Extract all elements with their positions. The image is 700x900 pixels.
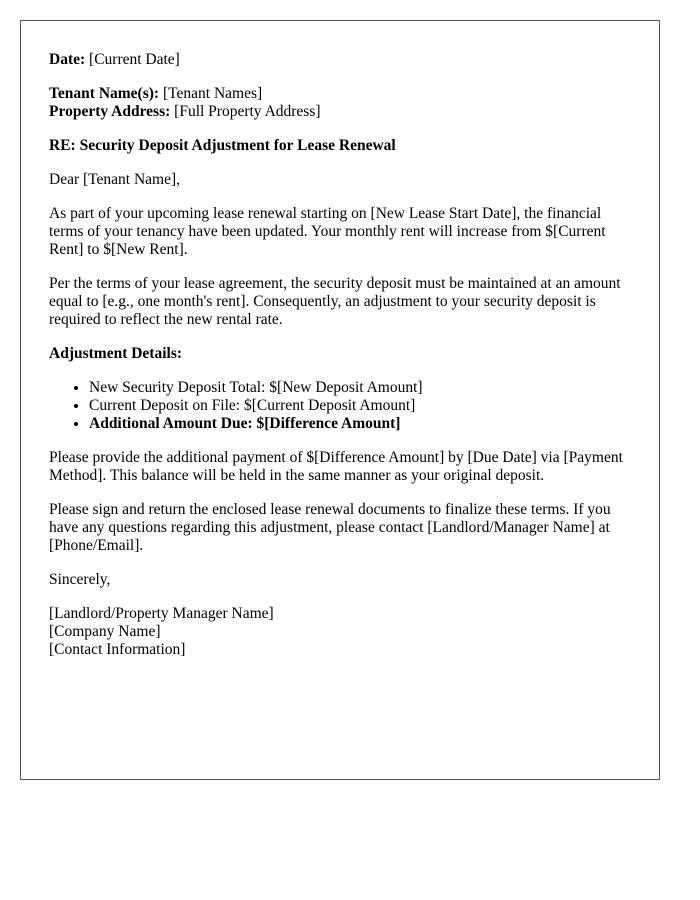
details-heading: Adjustment Details: <box>49 345 183 362</box>
details-item-new-total: • New Security Deposit Total: $[New Deposit Amount] <box>89 379 631 397</box>
recipient-block <box>49 85 631 121</box>
paragraph-sign-return: Please sign and return the enclosed lease renewal documents to finalize these terms. If you have any questions regarding this adjustment, please contact [Landlord/Manager Name] at [Phone/Email]. <box>49 501 611 554</box>
property-line <box>49 103 631 121</box>
subject-line: RE: Security Deposit Adjustment for Lease Renewal <box>49 137 396 154</box>
closing: Sincerely, <box>49 571 111 588</box>
tenant-label: Tenant Name(s): <box>49 85 160 102</box>
date-value: [Current Date] <box>85 51 180 68</box>
details-item-current-deposit: • Current Deposit on File: $[Current Deposit Amount] <box>89 397 631 415</box>
property-label: Property Address: <box>49 103 171 120</box>
date-line <box>49 51 631 69</box>
paragraph-payment: Please provide the additional payment of $[Difference Amount] by [Due Date] via [Payment Method]. This balance will be held in the same manner as your original deposit. <box>49 449 623 484</box>
details-item-amount-due: • Additional Amount Due: $[Difference Amount] <box>89 415 631 433</box>
paragraph-deposit-terms: Per the terms of your lease agreement, the security deposit must be maintained at an amount equal to [e.g., one month's rent]. Consequently, an adjustment to your security deposit is required to reflect the new rental rate. <box>49 275 621 328</box>
details-list <box>49 379 631 433</box>
signature-block <box>49 605 631 659</box>
date-label: Date: <box>49 51 86 68</box>
letter-document <box>20 20 660 780</box>
signature-company: [Company Name] <box>49 623 161 640</box>
signature-contact: [Contact Information] <box>49 641 186 658</box>
property-value: [Full Property Address] <box>170 103 321 120</box>
paragraph-lease-renewal: As part of your upcoming lease renewal starting on [New Lease Start Date], the financial terms of your tenancy have been updated. Your monthly rent will increase from $[Current Rent] to $[New Rent]. <box>49 205 606 258</box>
signature-name: [Landlord/Property Manager Name] <box>49 605 274 622</box>
salutation: Dear [Tenant Name], <box>49 171 181 188</box>
tenant-line <box>49 85 631 103</box>
tenant-value: [Tenant Names] <box>159 85 263 102</box>
